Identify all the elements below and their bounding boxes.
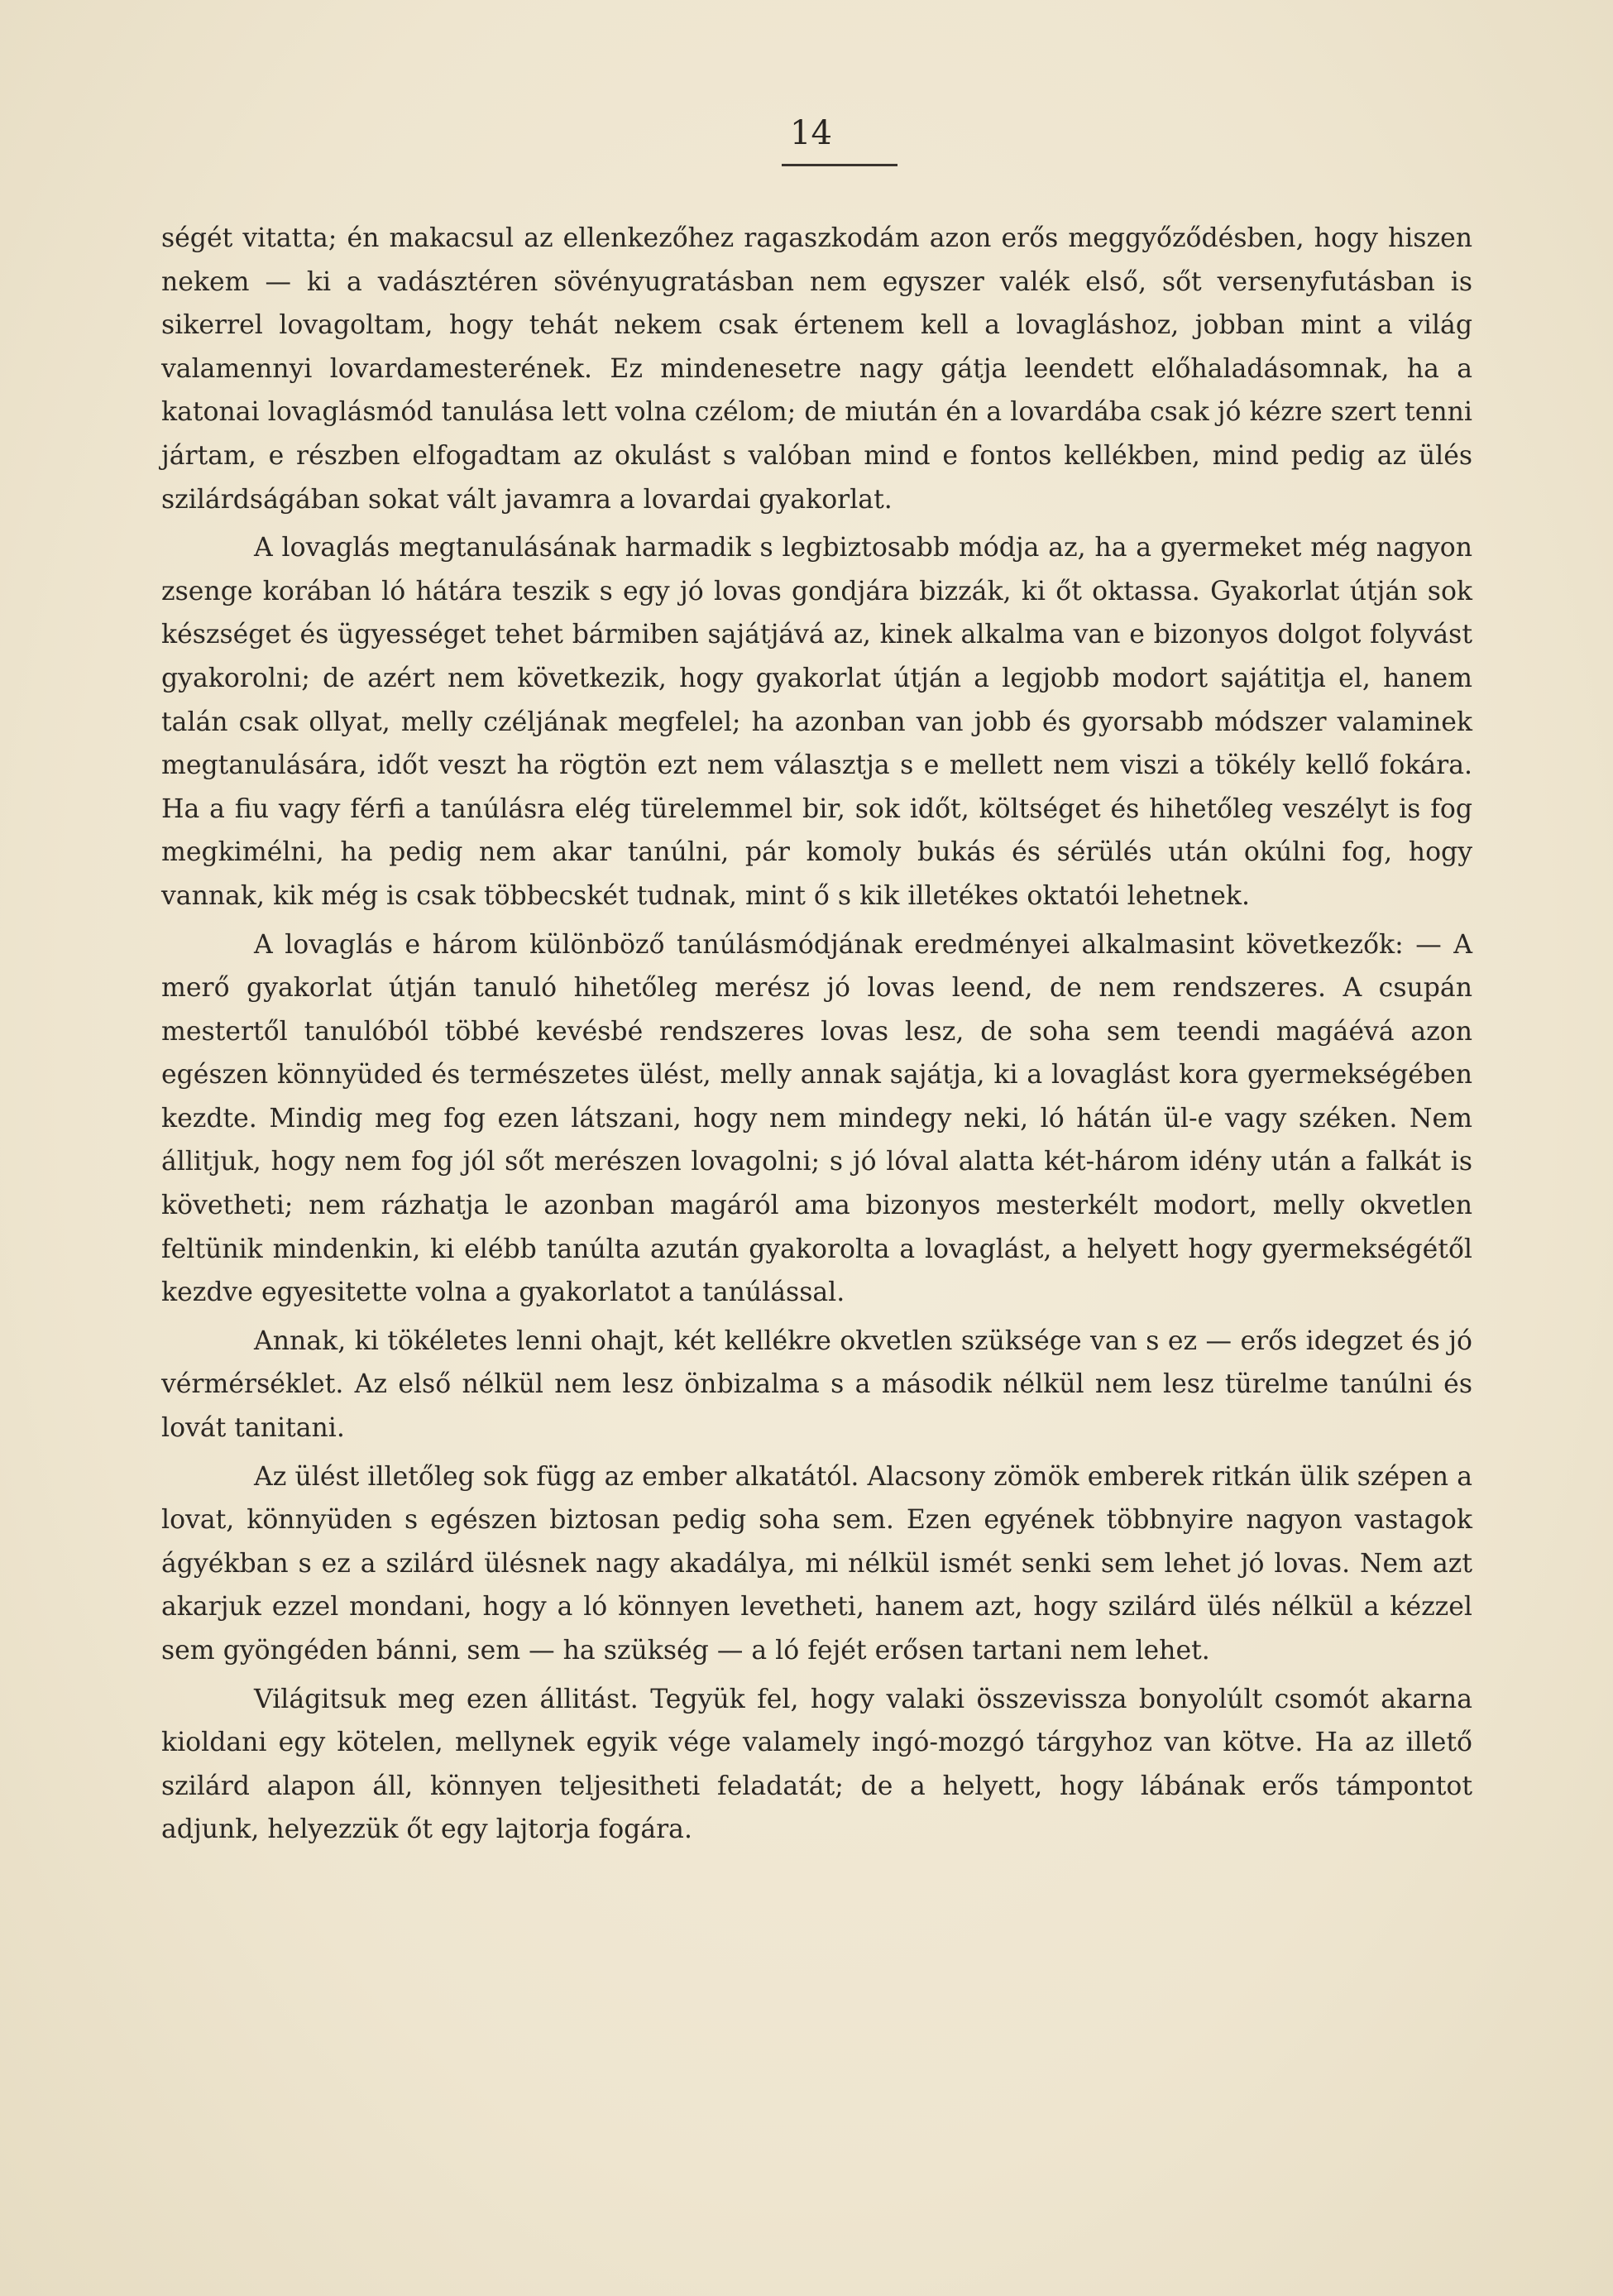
paragraph-3: A lovaglás e három különböző tanúlásmódjának eredményei alkalmasint következők: — A merő gyakorlat útján tanuló hihetőleg merész jó lovas leend, de nem rendszeres. A csupán mestertől tanulóból többé kevésbé rendszeres lovas lesz, de soha sem teendi magáévá azon egészen könnyüded és természetes ülést, melly annak sajátja, ki a lovaglást kora gyermekségében kezdte. Mindig meg fog ezen látszani, hogy nem mindegy neki, ló hátán ül-e vagy széken. Nem állitjuk, hogy nem fog jól sőt merészen lovagolni; s jó lóval alatta két-három idény után a falkát is követheti; nem rázhatja le azonban magáról ama bizonyos mesterkélt modort, melly okvetlen feltünik mindenkin, ki elébb tanúlta azután gyakorolta a lovaglást, a helyett hogy gyermekségétől kezdve egyesitette volna a gyakorlatot a tanúlással. bbox=[161, 929, 1472, 1308]
header-rule bbox=[782, 164, 897, 166]
paragraph-1: ségét vitatta; én makacsul az ellenkezőhez ragaszkodám azon erős meggyőződésben, hogy hiszen nekem — ki a vadásztéren sövényugratásban nem egyszer valék első, sőt versenyfutásban is sikerrel lovagoltam, hogy tehát nekem csak értenem kell a lovagláshoz, jobban mint a világ valamennyi lovardamesterének. Ez mindenesetre nagy gátja leendett előhaladásomnak, ha a katonai lovaglásmód tanulása lett volna czélom; de miután én a lovardába csak jó kézre szert tenni jártam, e részben elfogadtam az okulást s valóban mind e fontos kellékben, mind pedig az ülés szilárdságában sokat vált javamra a lovardai gyakorlat. bbox=[161, 223, 1472, 515]
paragraph-5: Az ülést illetőleg sok függ az ember alkatától. Alacsony zömök emberek ritkán ülik szépen a lovat, könnyüden s egészen biztosan pedig soha sem. Ezen egyének többnyire nagyon vastagok ágyékban s ez a szilárd ülésnek nagy akadálya, mi nélkül ismét senki sem lehet jó lovas. Nem azt akarjuk ezzel mondani, hogy a ló könnyen levetheti, hanem azt, hogy szilárd ülés nélkül a kézzel sem gyöngéden bánni, sem — ha szükség — a ló fejét erősen tartani nem lehet. bbox=[161, 1461, 1472, 1666]
paragraph-2: A lovaglás megtanulásának harmadik s legbiztosabb módja az, ha a gyermeket még nagyon zsenge korában ló hátára teszik s egy jó lovas gondjára bizzák, ki őt oktassa. Gyakorlat útján sok készséget és ügyességet tehet bármiben sajátjává az, kinek alkalma van e bizonyos dolgot folyvást gyakorolni; de azért nem következik, hogy gyakorlat útján a legjobb modort sajátitja el, hanem talán csak ollyat, melly czéljának megfelel; ha azonban van jobb és gyorsabb módszer valaminek megtanulására, időt veszt ha rögtön ezt nem választja s e mellett nem viszi a tökély kellő fokára. Ha a fiu vagy férfi a tanúlásra elég türelemmel bir, sok időt, költséget és hihetőleg veszélyt is fog megkimélni, ha pedig nem akar tanúlni, pár komoly bukás és sérülés után okúlni fog, hogy vannak, kik még is csak többecskét tudnak, mint ő s kik illetékes oktatói lehetnek. bbox=[161, 533, 1472, 911]
paragraph-6: Világitsuk meg ezen állitást. Tegyük fel, hogy valaki összevissza bonyolúlt csomót akarna kioldani egy kötelen, mellynek egyik vége valamely ingó-mozgó tárgyhoz van kötve. Ha az illető szilárd alapon áll, könnyen teljesitheti feladatát; de a helyett, hogy lábának erős támpontot adjunk, helyezzük őt egy lajtorja fogára. bbox=[161, 1684, 1472, 1845]
body-text bbox=[161, 217, 1472, 1852]
paragraph-4: Annak, ki tökéletes lenni ohajt, két kellékre okvetlen szüksége van s ez — erős idegzet és jó vérmérséklet. Az első nélkül nem lesz önbizalma s a második nélkül nem lesz türelme tanúlni és lovát tanitani. bbox=[161, 1325, 1472, 1444]
page-number: 14 bbox=[790, 114, 832, 152]
